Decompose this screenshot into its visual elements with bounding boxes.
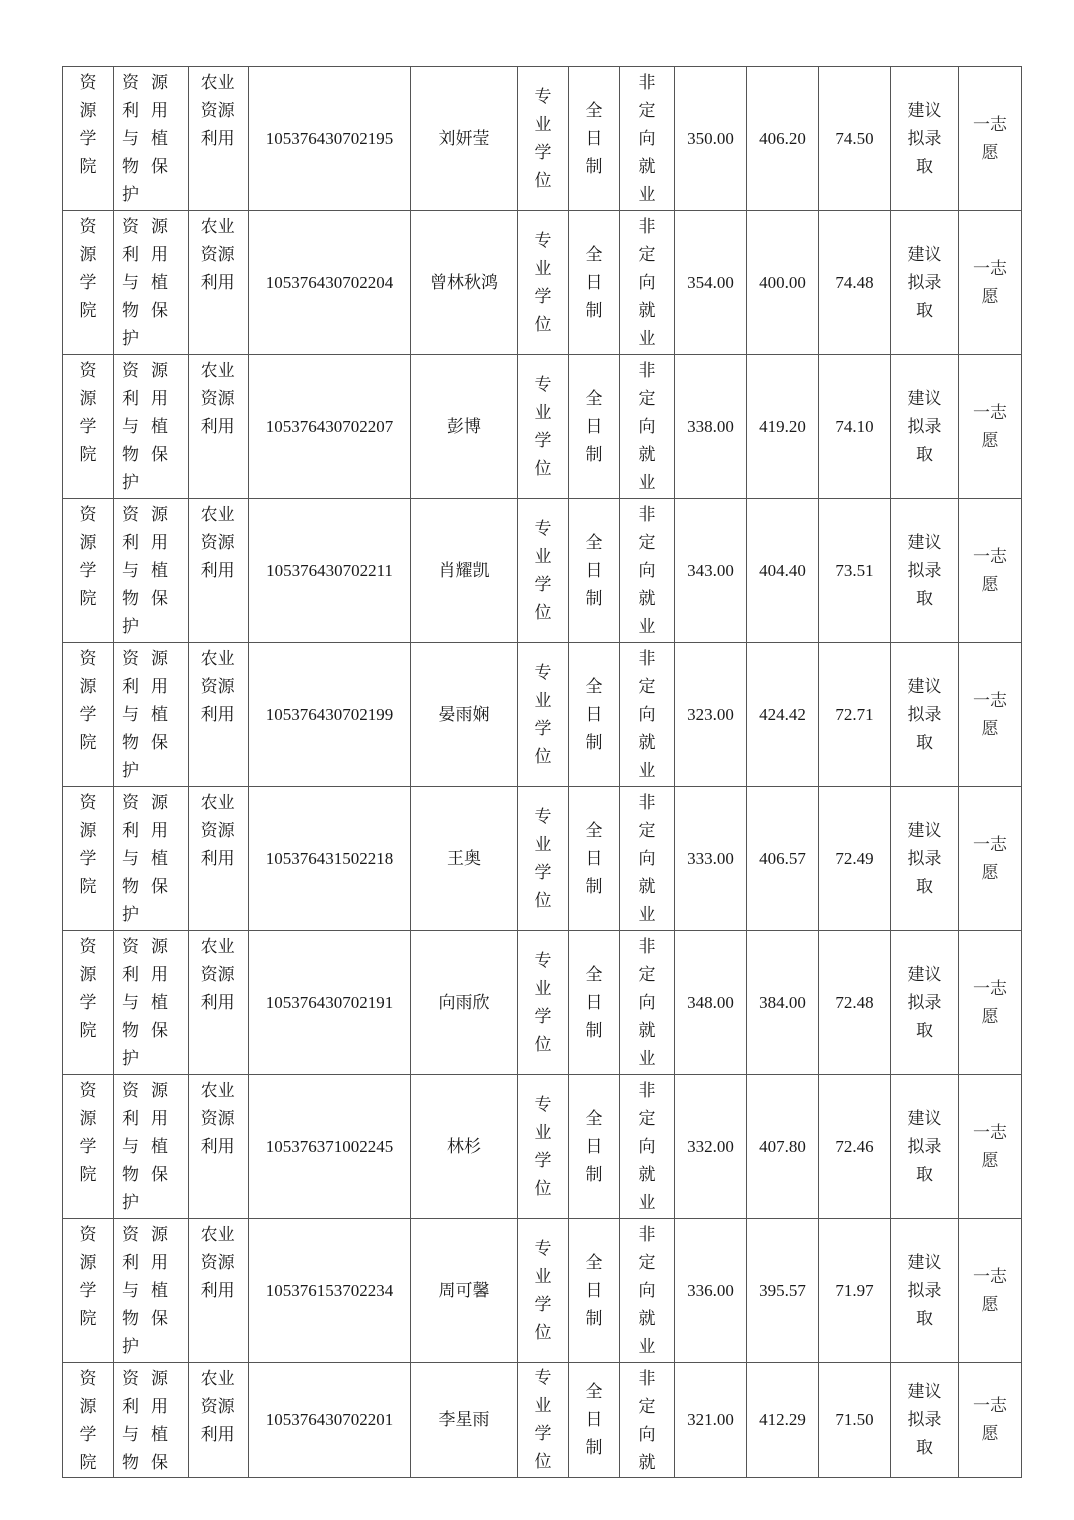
major-cell: 资 源利 用与 植物 保护: [114, 931, 189, 1075]
initial-score-cell: 338.00: [675, 355, 747, 499]
college-cell: 资源学院: [63, 643, 114, 787]
preference-cell: 一志愿: [959, 67, 1022, 211]
college-cell: 资源学院: [63, 211, 114, 355]
study-mode-cell: 全日制: [569, 931, 620, 1075]
name-cell: 肖耀凯: [411, 499, 518, 643]
retest-score-cell: 404.40: [747, 499, 819, 643]
retest-score-cell: 384.00: [747, 931, 819, 1075]
college-cell: 资源学院: [63, 67, 114, 211]
table-row: [63, 1075, 1022, 1219]
retest-score-cell: 400.00: [747, 211, 819, 355]
table-row: [63, 787, 1022, 931]
direction-cell: 农业资源利用: [189, 787, 249, 931]
total-score-cell: 71.50: [819, 1363, 891, 1478]
employment-type-cell: 非定向就业: [620, 1219, 675, 1363]
total-score-cell: 72.48: [819, 931, 891, 1075]
study-mode-cell: 全日制: [569, 1363, 620, 1478]
degree-type-cell: 专业学位: [518, 67, 569, 211]
name-cell: 刘妍莹: [411, 67, 518, 211]
college-cell: 资源学院: [63, 355, 114, 499]
table-row: [63, 211, 1022, 355]
degree-type-cell: 专业学位: [518, 1075, 569, 1219]
initial-score-cell: 354.00: [675, 211, 747, 355]
initial-score-cell: 321.00: [675, 1363, 747, 1478]
name-cell: 周可馨: [411, 1219, 518, 1363]
total-score-cell: 72.49: [819, 787, 891, 931]
direction-cell: 农业资源利用: [189, 1075, 249, 1219]
remark-cell: 建议拟录取: [891, 499, 959, 643]
degree-type-cell: 专业学位: [518, 931, 569, 1075]
study-mode-cell: 全日制: [569, 787, 620, 931]
employment-type-cell: 非定向就: [620, 1363, 675, 1478]
table-row: [63, 1363, 1022, 1478]
candidate-id-cell: 105376430702211: [249, 499, 411, 643]
retest-score-cell: 406.57: [747, 787, 819, 931]
preference-cell: 一志愿: [959, 211, 1022, 355]
study-mode-cell: 全日制: [569, 211, 620, 355]
college-cell: 资源学院: [63, 1219, 114, 1363]
retest-score-cell: 424.42: [747, 643, 819, 787]
direction-cell: 农业资源利用: [189, 643, 249, 787]
major-cell: 资 源利 用与 植物 保护: [114, 211, 189, 355]
major-cell: 资 源利 用与 植物 保护: [114, 643, 189, 787]
remark-cell: 建议拟录取: [891, 355, 959, 499]
major-cell: 资 源利 用与 植物 保护: [114, 499, 189, 643]
study-mode-cell: 全日制: [569, 643, 620, 787]
name-cell: 林杉: [411, 1075, 518, 1219]
direction-cell: 农业资源利用: [189, 211, 249, 355]
candidate-id-cell: 105376430702191: [249, 931, 411, 1075]
table-row: [63, 643, 1022, 787]
study-mode-cell: 全日制: [569, 499, 620, 643]
table-row: [63, 355, 1022, 499]
employment-type-cell: 非定向就业: [620, 67, 675, 211]
employment-type-cell: 非定向就业: [620, 499, 675, 643]
remark-cell: 建议拟录取: [891, 787, 959, 931]
initial-score-cell: 323.00: [675, 643, 747, 787]
direction-cell: 农业资源利用: [189, 1219, 249, 1363]
remark-cell: 建议拟录取: [891, 643, 959, 787]
total-score-cell: 73.51: [819, 499, 891, 643]
major-cell: 资 源利 用与 植物 保护: [114, 355, 189, 499]
direction-cell: 农业资源利用: [189, 499, 249, 643]
preference-cell: 一志愿: [959, 931, 1022, 1075]
retest-score-cell: 412.29: [747, 1363, 819, 1478]
major-cell: 资 源利 用与 植物 保护: [114, 1075, 189, 1219]
preference-cell: 一志愿: [959, 787, 1022, 931]
remark-cell: 建议拟录取: [891, 211, 959, 355]
candidate-id-cell: 105376431502218: [249, 787, 411, 931]
remark-cell: 建议拟录取: [891, 931, 959, 1075]
degree-type-cell: 专业学位: [518, 355, 569, 499]
total-score-cell: 74.50: [819, 67, 891, 211]
employment-type-cell: 非定向就业: [620, 643, 675, 787]
degree-type-cell: 专业学位: [518, 499, 569, 643]
employment-type-cell: 非定向就业: [620, 355, 675, 499]
admission-roster-table: [62, 66, 1022, 1478]
employment-type-cell: 非定向就业: [620, 787, 675, 931]
total-score-cell: 74.48: [819, 211, 891, 355]
preference-cell: 一志愿: [959, 1363, 1022, 1478]
name-cell: 王奥: [411, 787, 518, 931]
candidate-id-cell: 105376430702195: [249, 67, 411, 211]
retest-score-cell: 407.80: [747, 1075, 819, 1219]
remark-cell: 建议拟录取: [891, 1075, 959, 1219]
direction-cell: 农业资源利用: [189, 355, 249, 499]
degree-type-cell: 专业学位: [518, 1219, 569, 1363]
candidate-id-cell: 105376430702199: [249, 643, 411, 787]
study-mode-cell: 全日制: [569, 1075, 620, 1219]
remark-cell: 建议拟录取: [891, 1363, 959, 1478]
employment-type-cell: 非定向就业: [620, 211, 675, 355]
college-cell: 资源学院: [63, 931, 114, 1075]
total-score-cell: 72.71: [819, 643, 891, 787]
name-cell: 李星雨: [411, 1363, 518, 1478]
remark-cell: 建议拟录取: [891, 1219, 959, 1363]
preference-cell: 一志愿: [959, 643, 1022, 787]
name-cell: 彭博: [411, 355, 518, 499]
retest-score-cell: 395.57: [747, 1219, 819, 1363]
study-mode-cell: 全日制: [569, 1219, 620, 1363]
degree-type-cell: 专业学位: [518, 643, 569, 787]
major-cell: 资 源利 用与 植物 保护: [114, 787, 189, 931]
major-cell: 资 源利 用与 植物 保护: [114, 1219, 189, 1363]
initial-score-cell: 350.00: [675, 67, 747, 211]
direction-cell: 农业资源利用: [189, 1363, 249, 1478]
study-mode-cell: 全日制: [569, 355, 620, 499]
table-row: [63, 931, 1022, 1075]
candidate-id-cell: 105376153702234: [249, 1219, 411, 1363]
preference-cell: 一志愿: [959, 355, 1022, 499]
name-cell: 向雨欣: [411, 931, 518, 1075]
table-row: [63, 1219, 1022, 1363]
table-row: [63, 499, 1022, 643]
name-cell: 曾林秋鸿: [411, 211, 518, 355]
major-cell: 资 源利 用与 植物 保护: [114, 67, 189, 211]
remark-cell: 建议拟录取: [891, 67, 959, 211]
initial-score-cell: 333.00: [675, 787, 747, 931]
preference-cell: 一志愿: [959, 1075, 1022, 1219]
initial-score-cell: 348.00: [675, 931, 747, 1075]
employment-type-cell: 非定向就业: [620, 1075, 675, 1219]
college-cell: 资源学院: [63, 499, 114, 643]
retest-score-cell: 419.20: [747, 355, 819, 499]
candidate-id-cell: 105376430702201: [249, 1363, 411, 1478]
degree-type-cell: 专业学位: [518, 787, 569, 931]
name-cell: 晏雨娴: [411, 643, 518, 787]
college-cell: 资源学院: [63, 787, 114, 931]
roster-body: [63, 67, 1022, 1478]
initial-score-cell: 336.00: [675, 1219, 747, 1363]
college-cell: 资源学院: [63, 1075, 114, 1219]
total-score-cell: 72.46: [819, 1075, 891, 1219]
candidate-id-cell: 105376430702207: [249, 355, 411, 499]
initial-score-cell: 332.00: [675, 1075, 747, 1219]
preference-cell: 一志愿: [959, 1219, 1022, 1363]
candidate-id-cell: 105376371002245: [249, 1075, 411, 1219]
table-row: [63, 67, 1022, 211]
direction-cell: 农业资源利用: [189, 67, 249, 211]
initial-score-cell: 343.00: [675, 499, 747, 643]
degree-type-cell: 专业学位: [518, 211, 569, 355]
study-mode-cell: 全日制: [569, 67, 620, 211]
college-cell: 资源学院: [63, 1363, 114, 1478]
total-score-cell: 74.10: [819, 355, 891, 499]
total-score-cell: 71.97: [819, 1219, 891, 1363]
direction-cell: 农业资源利用: [189, 931, 249, 1075]
degree-type-cell: 专业学位: [518, 1363, 569, 1478]
employment-type-cell: 非定向就业: [620, 931, 675, 1075]
major-cell: 资 源利 用与 植物 保: [114, 1363, 189, 1478]
retest-score-cell: 406.20: [747, 67, 819, 211]
candidate-id-cell: 105376430702204: [249, 211, 411, 355]
preference-cell: 一志愿: [959, 499, 1022, 643]
